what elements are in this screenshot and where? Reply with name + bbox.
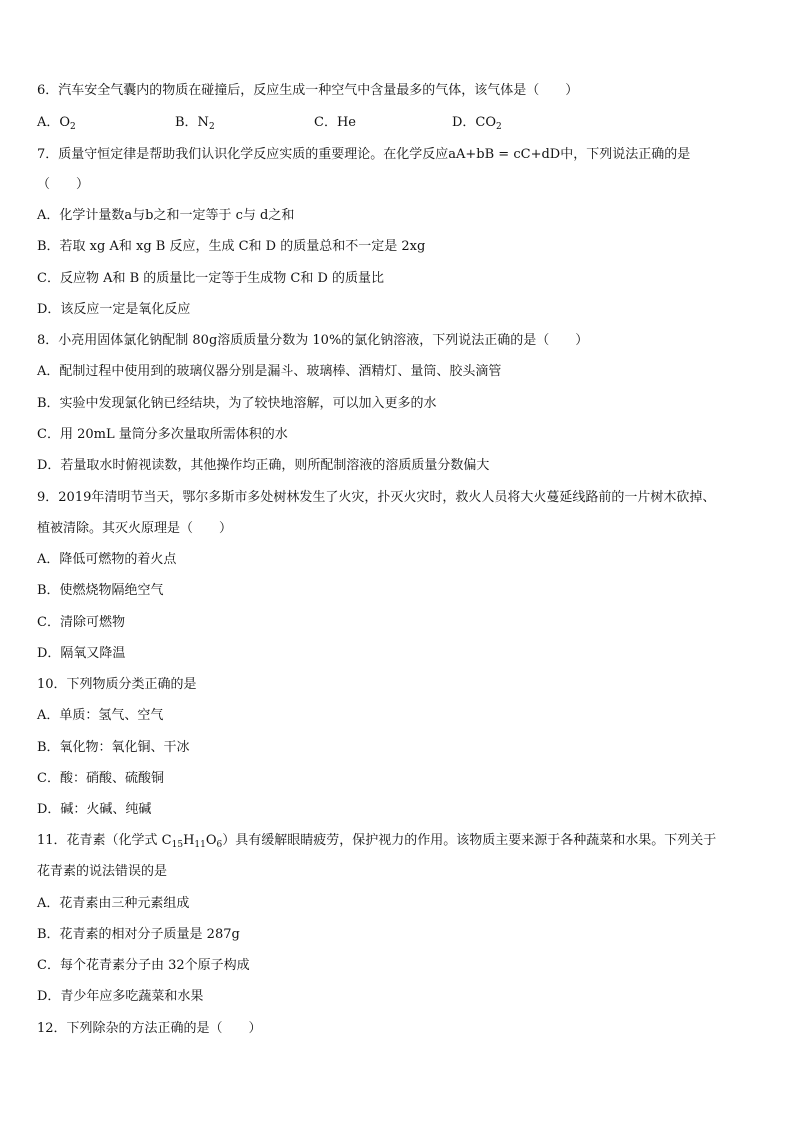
q6-option-d: D．$CO_2$ xyxy=(452,115,502,132)
q11-stem-line2: 花青素的说法错误的是 xyxy=(37,864,168,879)
q8-option-c: C．用 20mL 量筒分多次量取所需体积的水 xyxy=(37,427,288,442)
q7-stem-line2: （ ） xyxy=(37,177,90,192)
q7-option-a: A．化学计量数a与b之和一定等于 c与 d之和 xyxy=(37,208,295,223)
q6-option-c: C．He xyxy=(314,115,356,130)
q7-option-c: C．反应物 A和 B 的质量比一定等于生成物 C和 D 的质量比 xyxy=(37,271,385,286)
q8-option-b: B．实验中发现氯化钠已经结块，为了较快地溶解，可以加入更多的水 xyxy=(37,396,437,411)
q8-stem: 8．小亮用固体氯化钠配制 80g溶质质量分数为 10%的氯化钠溶液，下列说法正确的是（ ） xyxy=(37,333,589,348)
q8-option-a: A．配制过程中使用到的玻璃仪器分别是漏斗、玻璃棒、酒精灯、量筒、胶头滴管 xyxy=(37,364,502,379)
q10-option-b: B．氧化物：氧化铜、干冰 xyxy=(37,740,190,755)
q9-option-c: C．清除可燃物 xyxy=(37,615,125,630)
q12-stem: 12．下列除杂的方法正确的是（ ） xyxy=(37,1021,262,1036)
q7-stem-line1: 7．质量守恒定律是帮助我们认识化学反应实质的重要理论。在化学反应aA+bB = cC+dD中，下列说法正确的是 xyxy=(37,147,691,162)
q6-option-a: A．$O_2$ xyxy=(37,115,76,132)
q9-option-b: B．使燃烧物隔绝空气 xyxy=(37,583,164,598)
q11-stem-line1: 11．花青素（化学式 $C_{15}H_{11}O_6$）具有缓解眼睛疲劳，保护视力的作用。该物质主要来源于各种蔬菜和水果。下列关于 xyxy=(37,833,717,850)
q9-option-a: A．降低可燃物的着火点 xyxy=(37,552,177,567)
q8-option-d: D．若量取水时俯视读数，其他操作均正确，则所配制溶液的溶质质量分数偏大 xyxy=(37,458,490,473)
q7-option-b: B．若取 xg A和 xg B 反应，生成 C和 D 的质量总和不一定是 2xg xyxy=(37,239,426,254)
q10-option-c: C．酸：硝酸、硫酸铜 xyxy=(37,771,164,786)
q6-option-b: B．$N_2$ xyxy=(175,115,215,132)
q11-option-b: B．花青素的相对分子质量是 287g xyxy=(37,927,240,942)
q10-option-d: D．碱：火碱、纯碱 xyxy=(37,802,152,817)
q11-option-c: C．每个花青素分子由 32个原子构成 xyxy=(37,958,250,973)
q9-stem-line1: 9．2019年清明节当天，鄂尔多斯市多处树林发生了火灾，扑灭火灾时，救火人员将大火蔓延线路前的一片树木砍掉、 xyxy=(37,490,716,505)
q10-option-a: A．单质：氢气、空气 xyxy=(37,708,164,723)
q9-stem-line2: 植被清除。其灭火原理是（ ） xyxy=(37,521,233,536)
q9-option-d: D．隔氧又降温 xyxy=(37,646,126,661)
q11-option-d: D．青少年应多吃蔬菜和水果 xyxy=(37,989,204,1004)
q7-option-d: D．该反应一定是氧化反应 xyxy=(37,302,191,317)
q11-option-a: A．花青素由三种元素组成 xyxy=(37,896,190,911)
q6-stem: 6．汽车安全气囊内的物质在碰撞后，反应生成一种空气中含量最多的气体，该气体是（ ） xyxy=(37,83,579,98)
q10-stem: 10．下列物质分类正确的是 xyxy=(37,677,197,692)
